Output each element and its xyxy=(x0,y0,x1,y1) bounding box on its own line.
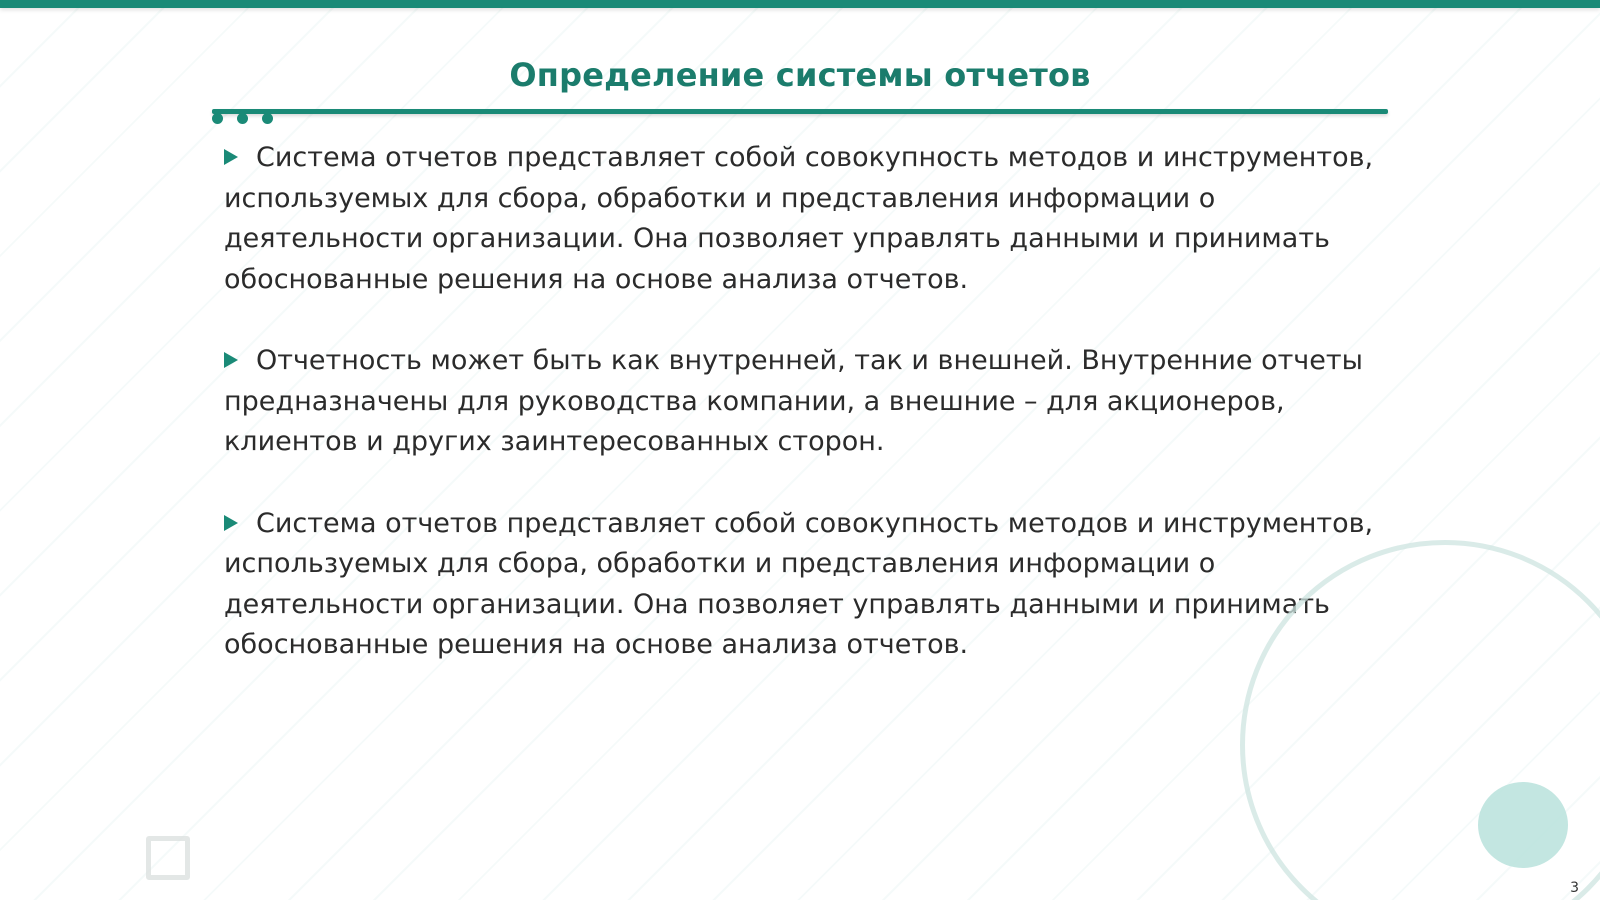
bullet-text: Система отчетов представляет собой совокупность методов и инструментов, используемых для сбора, обработки и представления информации о деятельности организации. Она позволяет управлять данными и принимать обоснованные решения на основе анализа отчетов. xyxy=(224,507,1374,660)
dot-icon xyxy=(262,113,273,124)
dot-icon xyxy=(237,113,248,124)
dot-icon xyxy=(212,113,223,124)
triangle-right-icon xyxy=(224,515,238,531)
slide-title: Определение системы отчетов xyxy=(509,56,1091,94)
top-accent-bar xyxy=(0,0,1600,8)
decorative-dots xyxy=(212,113,292,127)
title-underline xyxy=(212,109,1388,114)
bullet-item xyxy=(224,138,1374,300)
page-number: 3 xyxy=(1570,880,1579,896)
decorative-circle xyxy=(1478,782,1568,868)
triangle-right-icon xyxy=(224,352,238,368)
bullet-item xyxy=(224,341,1374,463)
decorative-square xyxy=(146,836,190,880)
bullet-item xyxy=(224,504,1374,666)
bullet-text: Отчетность может быть как внутренней, так и внешней. Внутренние отчеты предназначены для руководства компании, а внешние – для акционеров, клиентов и других заинтересованных сторон. xyxy=(224,345,1363,457)
triangle-right-icon xyxy=(224,149,238,165)
bullet-list xyxy=(224,138,1374,707)
bullet-text: Система отчетов представляет собой совокупность методов и инструментов, используемых для сбора, обработки и представления информации о деятельности организации. Она позволяет управлять данными и принимать обоснованные решения на основе анализа отчетов. xyxy=(224,142,1374,295)
